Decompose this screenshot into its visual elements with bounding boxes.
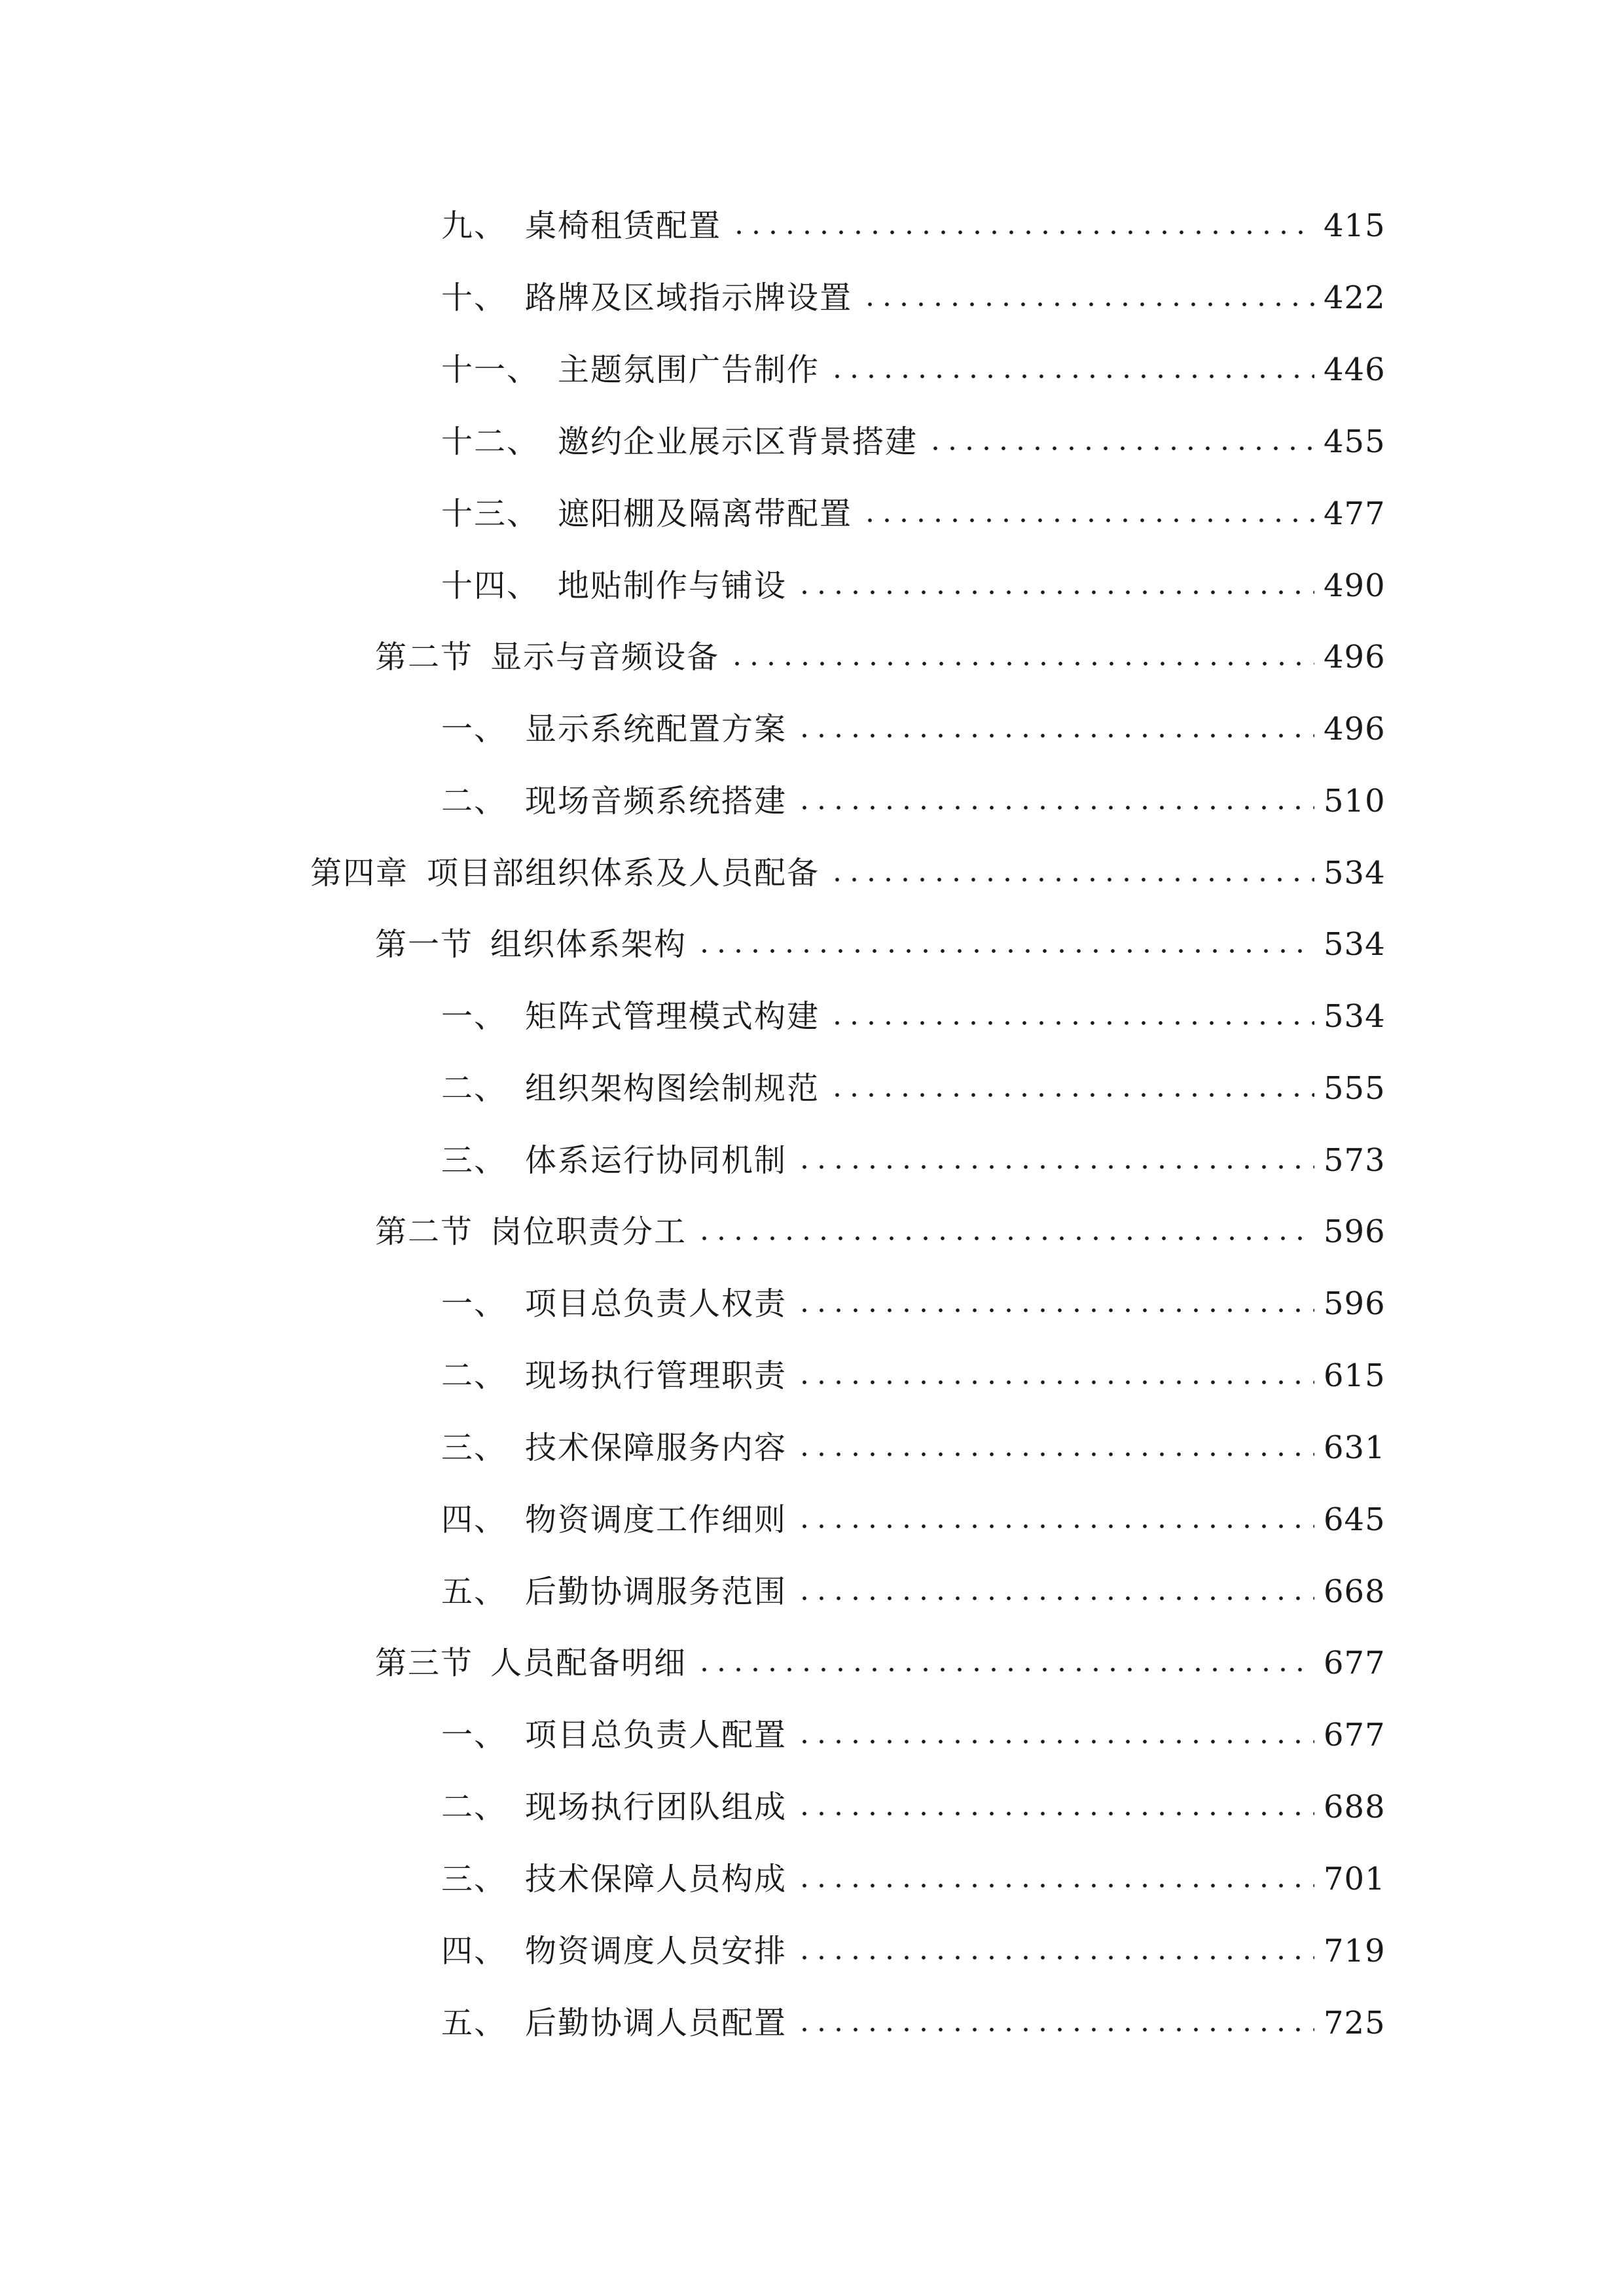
toc-entry[interactable] bbox=[441, 1991, 1386, 2043]
toc-entry-title: 桌椅租赁配置 bbox=[525, 207, 722, 244]
dot-leader bbox=[796, 1450, 1314, 1459]
toc-entry-page: 677 bbox=[1324, 1717, 1386, 1753]
toc-entry[interactable] bbox=[441, 769, 1386, 821]
toc-entry-page: 677 bbox=[1324, 1645, 1386, 1681]
toc-section-entry[interactable] bbox=[375, 625, 1386, 677]
toc-entry-title: 现场执行团队组成 bbox=[525, 1789, 787, 1825]
toc-entry[interactable] bbox=[441, 1416, 1386, 1468]
toc-entry-page: 496 bbox=[1324, 711, 1386, 747]
toc-entry-page: 596 bbox=[1324, 1285, 1386, 1322]
dot-leader bbox=[731, 228, 1314, 237]
toc-entry-number: 二、 bbox=[441, 1789, 507, 1825]
dot-leader bbox=[829, 875, 1314, 884]
dot-leader bbox=[796, 1881, 1314, 1890]
toc-entry-page: 496 bbox=[1324, 639, 1386, 675]
dot-leader bbox=[729, 659, 1314, 668]
toc-entry-title: 邀约企业展示区背景搭建 bbox=[558, 423, 918, 460]
toc-entry-page: 631 bbox=[1324, 1429, 1386, 1466]
toc-entry-page: 596 bbox=[1324, 1213, 1386, 1250]
toc-entry[interactable] bbox=[441, 1703, 1386, 1755]
toc-entry-page: 555 bbox=[1324, 1070, 1386, 1107]
dot-leader bbox=[861, 516, 1314, 525]
toc-entry-title: 岗位职责分工 bbox=[490, 1213, 687, 1250]
toc-entry[interactable] bbox=[441, 1847, 1386, 1899]
toc-entry[interactable] bbox=[441, 697, 1386, 749]
toc-entry-page: 534 bbox=[1324, 926, 1386, 963]
toc-entry-number: 三、 bbox=[441, 1861, 507, 1897]
dot-leader bbox=[796, 588, 1314, 597]
toc-entry-title: 矩阵式管理模式构建 bbox=[525, 998, 820, 1035]
dot-leader bbox=[927, 444, 1314, 453]
dot-leader bbox=[796, 1594, 1314, 1603]
toc-entry-title: 项目部组织体系及人员配备 bbox=[427, 855, 820, 891]
toc-entry-page: 615 bbox=[1324, 1357, 1386, 1394]
toc-entry-number: 二、 bbox=[441, 1070, 507, 1107]
toc-entry[interactable] bbox=[441, 1128, 1386, 1181]
toc-entry-page: 534 bbox=[1324, 998, 1386, 1035]
toc-entry-title: 人员配备明细 bbox=[490, 1645, 687, 1681]
toc-entry[interactable] bbox=[441, 1775, 1386, 1827]
toc-entry-number: 九、 bbox=[441, 207, 507, 244]
toc-entry-number: 四、 bbox=[441, 1933, 507, 1969]
toc-entry-title: 显示系统配置方案 bbox=[525, 711, 787, 747]
dot-leader bbox=[696, 946, 1314, 956]
toc-entry-number: 十三、 bbox=[441, 495, 540, 532]
toc-entry-number: 十、 bbox=[441, 279, 507, 316]
toc-entry-number: 第一节 bbox=[375, 926, 474, 963]
toc-entry-page: 668 bbox=[1324, 1573, 1386, 1610]
toc-entry[interactable] bbox=[441, 984, 1386, 1037]
toc-entry-number: 二、 bbox=[441, 1357, 507, 1394]
dot-leader bbox=[861, 300, 1314, 309]
toc-entry[interactable] bbox=[441, 1488, 1386, 1540]
dot-leader bbox=[796, 1378, 1314, 1387]
toc-entry-title: 后勤协调人员配置 bbox=[525, 2005, 787, 2041]
toc-entry-title: 现场音频系统搭建 bbox=[525, 783, 787, 819]
toc-entry-page: 455 bbox=[1324, 423, 1386, 460]
toc-entry-title: 项目总负责人配置 bbox=[525, 1717, 787, 1753]
toc-entry-title: 技术保障服务内容 bbox=[525, 1429, 787, 1466]
toc-entry-title: 组织架构图绘制规范 bbox=[525, 1070, 820, 1107]
toc-entry-number: 十一、 bbox=[441, 351, 540, 388]
toc-entry-number: 五、 bbox=[441, 1573, 507, 1610]
dot-leader bbox=[829, 1090, 1314, 1100]
dot-leader bbox=[796, 1162, 1314, 1172]
toc-entry-page: 688 bbox=[1324, 1789, 1386, 1825]
toc-entry-page: 446 bbox=[1324, 351, 1386, 388]
toc-entry-number: 一、 bbox=[441, 1717, 507, 1753]
toc-entry[interactable] bbox=[441, 554, 1386, 606]
toc-entry-title: 地贴制作与铺设 bbox=[558, 567, 787, 604]
toc-entry-number: 十四、 bbox=[441, 567, 540, 604]
dot-leader bbox=[796, 1737, 1314, 1746]
toc-entry-title: 后勤协调服务范围 bbox=[525, 1573, 787, 1610]
toc-entry-page: 510 bbox=[1324, 783, 1386, 819]
toc-section-entry[interactable] bbox=[375, 912, 1386, 965]
toc-entry-number: 三、 bbox=[441, 1142, 507, 1179]
toc-entry-page: 490 bbox=[1324, 567, 1386, 604]
toc-entry-page: 534 bbox=[1324, 855, 1386, 891]
toc-entry-title: 物资调度工作细则 bbox=[525, 1501, 787, 1538]
toc-entry-title: 路牌及区域指示牌设置 bbox=[525, 279, 853, 316]
toc-entry[interactable] bbox=[441, 1272, 1386, 1324]
toc-entry[interactable] bbox=[441, 1344, 1386, 1396]
toc-entry-page: 573 bbox=[1324, 1142, 1386, 1179]
toc-entry-page: 415 bbox=[1324, 207, 1386, 244]
dot-leader bbox=[696, 1665, 1314, 1674]
toc-entry-page: 701 bbox=[1324, 1861, 1386, 1897]
dot-leader bbox=[796, 1306, 1314, 1315]
toc-entry-number: 五、 bbox=[441, 2005, 507, 2041]
toc-entry[interactable] bbox=[441, 1560, 1386, 1612]
toc-entry-page: 725 bbox=[1324, 2005, 1386, 2041]
dot-leader bbox=[796, 1809, 1314, 1818]
toc-entry[interactable] bbox=[441, 482, 1386, 534]
toc-entry-number: 一、 bbox=[441, 711, 507, 747]
toc-entry-number: 二、 bbox=[441, 783, 507, 819]
toc-entry-number: 第二节 bbox=[375, 1213, 474, 1250]
toc-entry-title: 物资调度人员安排 bbox=[525, 1933, 787, 1969]
toc-entry[interactable] bbox=[441, 194, 1386, 246]
toc-entry-title: 项目总负责人权责 bbox=[525, 1285, 787, 1322]
dot-leader bbox=[796, 2025, 1314, 2034]
toc-entry[interactable] bbox=[441, 1919, 1386, 1971]
toc-entry-number: 第三节 bbox=[375, 1645, 474, 1681]
toc-entry-number: 十二、 bbox=[441, 423, 540, 460]
toc-chapter-entry[interactable] bbox=[310, 841, 1386, 893]
toc-entry[interactable] bbox=[441, 410, 1386, 462]
toc-entry-number: 四、 bbox=[441, 1501, 507, 1538]
toc-entry-page: 719 bbox=[1324, 1933, 1386, 1969]
toc-entry-page: 477 bbox=[1324, 495, 1386, 532]
toc-entry-page: 422 bbox=[1324, 279, 1386, 316]
dot-leader bbox=[829, 1018, 1314, 1028]
toc-entry-number: 第四章 bbox=[310, 855, 409, 891]
dot-leader bbox=[829, 372, 1314, 381]
toc-entry-title: 遮阳棚及隔离带配置 bbox=[558, 495, 853, 532]
toc-section-entry[interactable] bbox=[375, 1200, 1386, 1252]
toc-entry-title: 现场执行管理职责 bbox=[525, 1357, 787, 1394]
toc-entry[interactable] bbox=[441, 338, 1386, 390]
toc-entry-title: 体系运行协同机制 bbox=[525, 1142, 787, 1179]
dot-leader bbox=[796, 803, 1314, 812]
toc-entry-title: 技术保障人员构成 bbox=[525, 1861, 787, 1897]
toc-entry-number: 一、 bbox=[441, 998, 507, 1035]
toc-entry[interactable] bbox=[441, 266, 1386, 318]
dot-leader bbox=[696, 1234, 1314, 1243]
toc-entry-title: 主题氛围广告制作 bbox=[558, 351, 820, 388]
toc-entry-number: 第二节 bbox=[375, 639, 474, 675]
toc-entry-title: 显示与音频设备 bbox=[490, 639, 720, 675]
dot-leader bbox=[796, 1522, 1314, 1531]
dot-leader bbox=[796, 731, 1314, 740]
toc-entry-title: 组织体系架构 bbox=[490, 926, 687, 963]
toc-entry-number: 一、 bbox=[441, 1285, 507, 1322]
toc-section-entry[interactable] bbox=[375, 1631, 1386, 1683]
toc-entry[interactable] bbox=[441, 1056, 1386, 1109]
dot-leader bbox=[796, 1953, 1314, 1962]
toc-entry-number: 三、 bbox=[441, 1429, 507, 1466]
toc-entry-page: 645 bbox=[1324, 1501, 1386, 1538]
